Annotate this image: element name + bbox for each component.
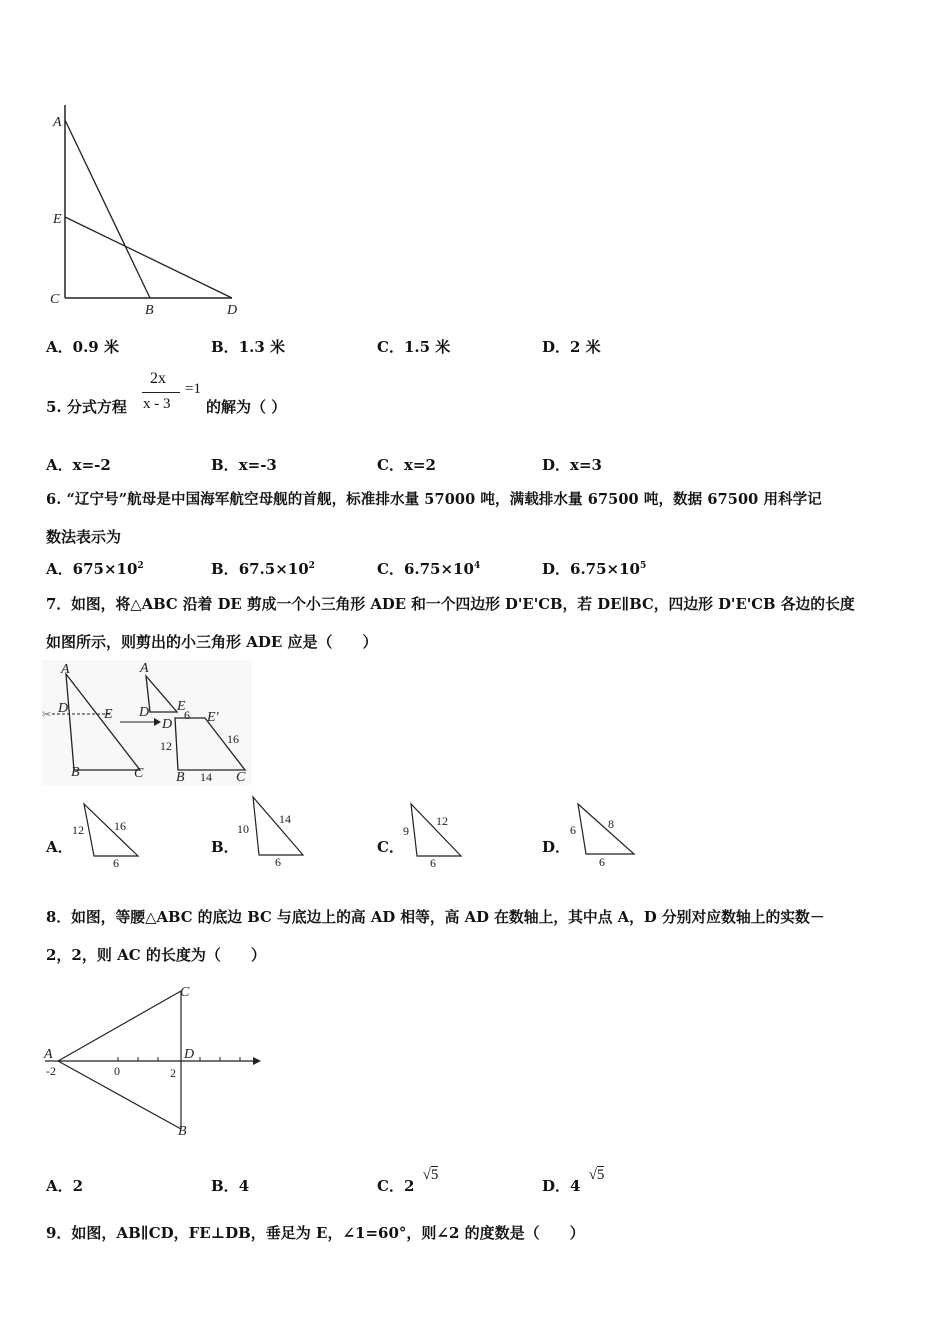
svg-text:A: A <box>140 661 149 676</box>
svg-text:-2: -2 <box>46 1064 56 1078</box>
q5-numerator: 2x <box>150 370 166 387</box>
scissors-icon: ✂ <box>42 708 52 721</box>
q4-option-b[interactable]: B．1.3 米 <box>211 338 286 356</box>
svg-text:2: 2 <box>170 1066 176 1080</box>
q7-line1: 7．如图，将△ABC 沿着 DE 剪成一个小三角形 ADE 和一个四边形 D'E'CB，若 DE∥BC，四边形 D'E'CB 各边的长度 <box>46 596 855 613</box>
label-A: A <box>53 115 62 130</box>
svg-text:8: 8 <box>608 817 614 831</box>
number-line-arrow-icon <box>253 1057 261 1065</box>
svg-text:D: D <box>162 717 173 732</box>
svg-text:0: 0 <box>114 1064 120 1078</box>
sqrt-icon: √5 <box>422 1167 439 1183</box>
q5-option-d[interactable]: D．x=3 <box>542 456 602 474</box>
q5-option-a[interactable]: A．x=-2 <box>46 456 111 474</box>
q5-fraction-bar <box>142 392 180 393</box>
q8-option-b[interactable]: B．4 <box>211 1177 250 1195</box>
q4-figure <box>40 100 250 325</box>
q8-option-a[interactable]: A．2 <box>46 1177 84 1195</box>
q6-line1: 6. “辽宁号”航母是中国海军航空母舰的首舰，标准排水量 57000 吨，满载排水量 67500 吨，数据 67500 用科学记 <box>46 491 822 508</box>
svg-text:E: E <box>104 707 113 722</box>
q7-option-d-figure[interactable] <box>564 800 639 870</box>
q7-option-a-letter[interactable]: A． <box>46 838 73 856</box>
svg-text:9: 9 <box>403 824 409 838</box>
q7-line2: 如图所示，则剪出的小三角形 ADE 应是（ ） <box>46 633 378 651</box>
svg-text:C: C <box>134 766 144 781</box>
q6-option-a[interactable]: A．$675\times 10^2$ <box>46 560 144 578</box>
q5-prefix: 5. 分式方程 <box>46 398 127 416</box>
q7-figure <box>42 660 252 785</box>
q6-option-c[interactable]: C．$6.75\times 10^4$ <box>377 560 481 578</box>
q7-option-d-letter[interactable]: D． <box>542 838 571 856</box>
svg-text:16: 16 <box>227 732 239 746</box>
svg-text:B: B <box>71 765 80 780</box>
svg-text:A: A <box>44 1047 53 1062</box>
svg-text:B: B <box>178 1124 187 1139</box>
svg-text:6: 6 <box>113 856 119 870</box>
q4-option-a[interactable]: A．0.9 米 <box>46 338 119 356</box>
label-B: B <box>145 303 154 318</box>
svg-text:C: C <box>180 985 190 1000</box>
svg-text:16: 16 <box>114 819 126 833</box>
q7-option-c-letter[interactable]: C． <box>377 838 404 856</box>
sqrt-icon: √5 <box>588 1167 605 1183</box>
svg-text:6: 6 <box>184 708 190 722</box>
q8-option-c[interactable]: C．2 √5 <box>377 1167 439 1195</box>
svg-text:A: A <box>61 662 70 677</box>
q8-line1: 8．如图，等腰△ABC 的底边 BC 与底边上的高 AD 相等，高 AD 在数轴上，其中点 A，D 分别对应数轴上的实数－ <box>46 909 825 926</box>
q7-option-c-figure[interactable] <box>399 800 469 870</box>
svg-text:12: 12 <box>436 814 448 828</box>
svg-text:E: E <box>177 699 186 714</box>
svg-text:E': E' <box>207 710 219 725</box>
svg-text:10: 10 <box>237 822 249 836</box>
label-D: D <box>227 303 238 318</box>
svg-text:D: D <box>58 701 69 716</box>
svg-text:B: B <box>176 770 185 785</box>
svg-text:6: 6 <box>275 855 281 869</box>
q8-line2: 2，2，则 AC 的长度为（ ） <box>46 946 266 964</box>
svg-text:12: 12 <box>160 739 172 753</box>
svg-text:6: 6 <box>430 856 436 870</box>
label-E: E <box>53 212 62 227</box>
label-C: C <box>50 292 60 307</box>
svg-text:D: D <box>184 1047 195 1062</box>
q5-option-c[interactable]: C．x=2 <box>377 456 436 474</box>
q5-rhs: =1 <box>185 381 201 397</box>
svg-text:6: 6 <box>599 855 605 869</box>
q6-line2: 数法表示为 <box>46 528 122 546</box>
q4-option-c[interactable]: C．1.5 米 <box>377 338 451 356</box>
q7-option-b-letter[interactable]: B． <box>211 838 239 856</box>
q6-option-b[interactable]: B．$67.5\times 10^2$ <box>211 560 315 578</box>
q7-option-b-figure[interactable] <box>233 795 308 870</box>
svg-text:14: 14 <box>200 770 212 784</box>
q6-option-d[interactable]: D．$6.75\times 10^5$ <box>542 560 647 578</box>
q8-option-d[interactable]: D．4 √5 <box>542 1167 605 1195</box>
q7-option-a-figure[interactable] <box>68 800 143 870</box>
q5-suffix: 的解为（ ） <box>206 398 287 416</box>
svg-text:12: 12 <box>72 823 84 837</box>
svg-text:14: 14 <box>279 812 291 826</box>
q5-option-b[interactable]: B．x=-3 <box>211 456 277 474</box>
q9-line1: 9．如图，AB∥CD，FE⊥DB，垂足为 E，∠1=60°，则∠2 的度数是（ ） <box>46 1224 585 1242</box>
svg-text:6: 6 <box>570 823 576 837</box>
svg-text:D: D <box>139 705 150 720</box>
q5-denominator: x - 3 <box>143 396 171 412</box>
q4-option-d[interactable]: D．2 米 <box>542 338 601 356</box>
svg-text:C: C <box>236 770 246 785</box>
q8-figure <box>40 980 265 1140</box>
